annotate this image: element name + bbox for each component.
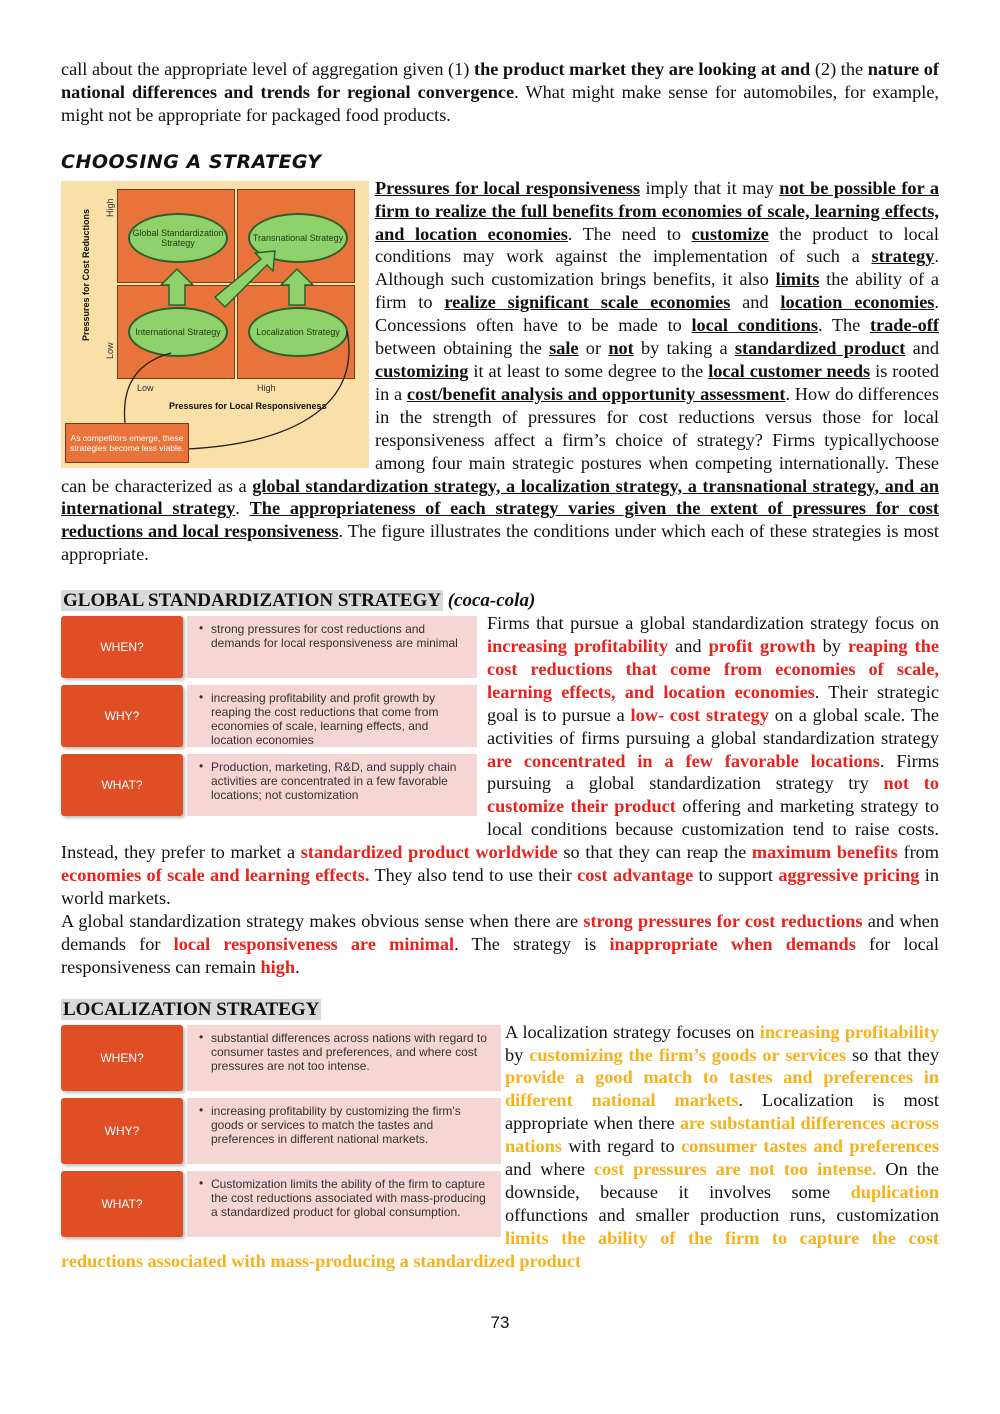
global-why-row — [61, 685, 477, 747]
emphasis-text: cost/benefit analysis and opportunity assessment — [406, 383, 786, 404]
body-text: . The need to — [567, 223, 692, 244]
body-text: the ability of a firm to — [375, 269, 939, 313]
box-label: WHAT? — [61, 754, 183, 816]
highlight-red-text: cost advantage — [577, 865, 694, 886]
highlight-red-text: strong pressures for cost reductions — [583, 910, 863, 931]
box-label: WHY? — [61, 685, 183, 747]
highlight-yellow-text: provide a good match to tastes and preferences in different national markets — [505, 1067, 939, 1111]
body-text: A localization strategy focuses on — [505, 1021, 760, 1042]
intro-bold: the product market they are looking at and — [473, 59, 811, 79]
emphasis-text: customize — [691, 223, 769, 244]
local-when-why-what — [61, 1025, 501, 1244]
body-text: so that they — [846, 1044, 939, 1065]
body-text: or — [578, 338, 609, 359]
y-high-label: High — [105, 198, 115, 217]
body-text: . — [295, 956, 300, 977]
box-label: WHEN? — [61, 1025, 183, 1091]
body-text: offunctions and smaller production runs, customization — [505, 1204, 939, 1225]
global-paragraph-2 — [61, 910, 939, 979]
choosing-heading: CHOOSING A STRATEGY — [61, 150, 322, 173]
oval-localization: Localization Strategy — [248, 307, 348, 357]
highlight-yellow-text: limits the ability of the firm to capture the cost reductions associated with mass-producing a standardized product — [61, 1227, 939, 1271]
emphasis-text: customizing — [375, 360, 469, 381]
highlight-red-text: not to customize their product — [487, 773, 939, 817]
body-text: for local responsiveness can remain — [61, 933, 939, 977]
highlight-red-text: economies of scale and learning effects. — [61, 865, 370, 886]
body-text: . The strategy is — [454, 933, 610, 954]
figure-note: As competitors emerge, these strategies become less viable. — [65, 423, 189, 463]
global-when-row — [61, 616, 477, 678]
emphasis-text: strategy — [871, 246, 935, 267]
y-axis-label: Pressures for Cost Reductions — [81, 208, 91, 341]
intro-text: (2) the — [810, 59, 868, 79]
highlight-red-text: increasing profitability — [487, 636, 669, 657]
highlight-red-text: standardized product worldwide — [300, 842, 558, 863]
emphasis-text: limits — [775, 269, 820, 290]
body-text: . The — [817, 315, 870, 336]
x-axis-label: Pressures for Local Responsiveness — [169, 400, 327, 411]
intro-text: call about the appropriate level of aggregation given (1) — [61, 59, 474, 79]
body-text: it at least to some degree to the — [468, 360, 709, 381]
local-why-row — [61, 1098, 501, 1164]
box-label: WHEN? — [61, 616, 183, 678]
body-text: Firms that pursue a global standardization strategy focus on — [487, 613, 939, 634]
emphasis-text: Pressures for local responsiveness — [375, 177, 640, 198]
global-heading-sub: (coca-cola) — [447, 590, 536, 612]
highlight-red-text: maximum benefits — [751, 842, 898, 863]
body-text: On the downside, because it involves some — [505, 1159, 939, 1202]
body-text: in world markets. — [61, 865, 939, 908]
emphasis-text: realize significant scale economies — [444, 292, 731, 313]
page-number: 73 — [490, 1313, 510, 1332]
highlight-red-text: profit growth — [708, 636, 816, 657]
body-text: . Concessions often have to be made to — [375, 292, 939, 336]
global-when-why-what — [61, 616, 477, 823]
box-text: • Production, marketing, R&D, and supply chain activities are concentrated in a few favorable locations; not customization — [187, 754, 477, 816]
body-text: on a global scale. The activities of firms pursuing a global standardization strategy — [487, 704, 939, 748]
box-text: • substantial differences across nations with regard to consumer tastes and preferences, and where cost pressures are not too intense. — [187, 1025, 501, 1091]
highlight-red-text: high — [260, 956, 296, 977]
body-text: and — [668, 636, 709, 657]
body-text: is rooted in a — [375, 360, 939, 404]
local-what-row — [61, 1171, 501, 1237]
body-text: . Firms pursuing a global standardization strategy try — [487, 750, 940, 794]
oval-transnational: Transnational Strategy — [248, 213, 348, 263]
body-text: . The figure illustrates the conditions under which each of these strategies is most appropriate. — [61, 521, 940, 565]
body-text: by — [815, 636, 848, 657]
highlight-red-text: inappropriate when demands — [609, 933, 856, 954]
emphasis-text: global standardization strategy, a localization strategy, a transnational strategy, and an international strategy — [61, 475, 939, 519]
emphasis-text: local customer needs — [708, 360, 871, 381]
emphasis-text: not be possible for a firm to realize the full benefits from economies of scale, learning effects, and location economies — [375, 177, 939, 244]
emphasis-text: location economies — [780, 292, 935, 313]
highlight-red-text: are concentrated in a few favorable locations — [487, 750, 880, 771]
emphasis-text: The appropriateness of each strategy varies given the extent of pressures for cost reductions and local responsiveness — [61, 498, 940, 542]
global-heading-text: GLOBAL STANDARDIZATION STRATEGY — [63, 590, 441, 612]
body-text: . Their strategic goal is to pursue a — [487, 681, 939, 725]
highlight-red-text: low- cost strategy — [630, 704, 769, 725]
emphasis-text: sale — [549, 338, 579, 359]
highlight-yellow-text: consumer tastes and preferences — [681, 1136, 940, 1157]
body-text: by taking a — [633, 338, 735, 359]
body-text: and when demands for — [61, 910, 939, 954]
box-label: WHY? — [61, 1098, 183, 1164]
body-text: the product to local conditions may work against the implementation of such a — [375, 223, 939, 267]
body-text: and — [730, 292, 781, 313]
local-heading — [61, 999, 939, 1021]
body-text: and — [905, 338, 940, 359]
highlight-yellow-text: duplication — [850, 1181, 939, 1202]
emphasis-text: local conditions — [691, 315, 818, 336]
highlight-yellow-text: customizing the firm’s goods or services — [529, 1044, 847, 1065]
highlight-red-text: local responsiveness are minimal — [173, 933, 455, 954]
global-what-row — [61, 754, 477, 816]
body-text: and where — [505, 1159, 594, 1180]
body-text: to support — [693, 865, 779, 886]
box-text: • strong pressures for cost reductions and demands for local responsiveness are minimal — [187, 616, 477, 678]
highlight-yellow-text: cost pressures are not too intense. — [593, 1159, 877, 1180]
y-low-label: Low — [105, 342, 115, 359]
local-when-row — [61, 1025, 501, 1091]
highlight-red-text: aggressive pricing — [778, 865, 920, 886]
emphasis-text: trade-off — [869, 315, 939, 336]
body-text: imply that it may — [639, 177, 780, 198]
box-text: • increasing profitability by customizing the firm's goods or services to match the tastes and preferences in different national markets. — [187, 1098, 501, 1164]
oval-global-standardization: Global Standardization Strategy — [128, 213, 228, 263]
oval-international: International Strategy — [128, 307, 228, 357]
body-text: A global standardization strategy makes obvious sense when there are — [61, 910, 584, 931]
box-label: WHAT? — [61, 1171, 183, 1237]
highlight-yellow-text: are substantial differences across nations — [505, 1113, 939, 1157]
body-text: . Although such customization brings benefits, it also — [375, 246, 939, 290]
page-content — [61, 58, 939, 1273]
body-text: . How do differences in the strength of pressures for cost reductions versus those for local responsiveness affect a firm’s choice of strategy? Firms typicallychoose among four main strategic postures when competing internationally. These can be characterized as a — [61, 383, 939, 496]
box-text: • increasing profitability and profit growth by reaping the cost reductions that come from economies of scale, learning effects, and location economies — [187, 685, 477, 747]
intro-paragraph — [61, 58, 939, 127]
body-text: between obtaining the — [375, 338, 550, 359]
local-heading-text: LOCALIZATION STRATEGY — [63, 998, 320, 1020]
x-low-label: Low — [137, 382, 154, 393]
body-text: offering and marketing strategy to local conditions because customization tend to raise costs. Instead, they prefer to market a — [61, 796, 939, 863]
highlight-yellow-text: increasing profitability — [759, 1021, 940, 1042]
body-text: They also tend to use their — [369, 865, 578, 886]
intro-bold: nature of national differences and trends for regional convergence — [61, 59, 939, 102]
body-text: . — [235, 498, 250, 519]
box-text: • Customization limits the ability of the firm to capture the cost reductions associated with mass-producing a standardized product for global consumption. — [187, 1171, 501, 1237]
body-text: . Localization is most appropriate when there — [505, 1090, 939, 1134]
strategy-matrix-figure — [61, 181, 369, 468]
emphasis-text: standardized product — [734, 338, 906, 359]
x-high-label: High — [257, 382, 276, 393]
body-text: so that they can reap the — [557, 842, 752, 863]
body-text: by — [505, 1044, 530, 1065]
intro-text: . What might make sense for automobiles, for example, might not be appropriate for packaged food products. — [61, 81, 940, 125]
emphasis-text: not — [608, 338, 634, 359]
body-text: with regard to — [561, 1136, 682, 1157]
global-heading — [61, 590, 939, 612]
body-text: from — [897, 842, 940, 863]
highlight-red-text: reaping the cost reductions that come from economies of scale, learning effects, and location economies — [487, 636, 939, 702]
